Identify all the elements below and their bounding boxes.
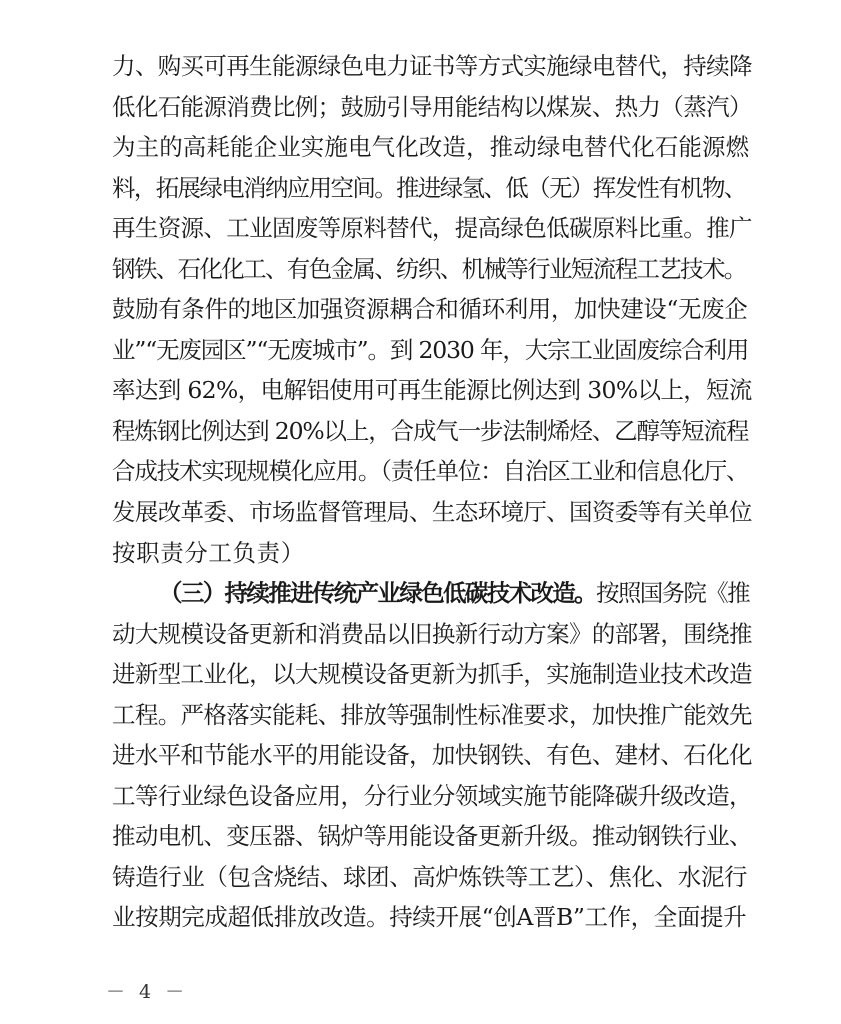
section-heading: （三）持续推进传统产业绿色低碳技术改造。 bbox=[159, 579, 596, 608]
text-line: 按职责分工负责） bbox=[112, 538, 305, 567]
text-line: 钢铁、石化化工、有色金属、纺织、机械等行业短流程工艺技术。 bbox=[112, 254, 746, 283]
paragraph-2 bbox=[112, 573, 752, 938]
text-line: 业”“无废园区”“无废城市”。到 2030 年，大宗工业固废综合利用 bbox=[112, 335, 749, 364]
page-number: － 4 － bbox=[106, 981, 189, 1003]
text-line: 工程。严格落实能耗、排放等强制性标准要求，加快推广能效先 bbox=[112, 700, 752, 729]
text-line: 铸造行业（包含烧结、球团、高炉炼铁等工艺）、焦化、水泥行 bbox=[112, 862, 748, 891]
text-line: 为主的高耗能企业实施电气化改造，推动绿电替代化石能源燃 bbox=[112, 133, 750, 162]
text-line: 动大规模设备更新和消费品以旧换新行动方案》的部署，围绕推 bbox=[112, 619, 752, 648]
text-line: 合成技术实现规模化应用。（责任单位：自治区工业和信息化厅、 bbox=[112, 457, 749, 486]
text-line: 业按期完成超低排放改造。持续开展“创A晋B”工作，全面提升 bbox=[112, 903, 747, 932]
body-text bbox=[112, 46, 752, 938]
text-line: 料，拓展绿电消纳应用空间。推进绿氢、低（无）挥发性有机物、 bbox=[112, 173, 746, 202]
text-line: 鼓励有条件的地区加强资源耦合和循环利用，加快建设“无废企 bbox=[112, 295, 748, 324]
text-line: 低化石能源消费比例；鼓励引导用能结构以煤炭、热力（蒸汽） bbox=[112, 92, 752, 121]
text-line: 进新型工业化，以大规模设备更新为抓手，实施制造业技术改造 bbox=[112, 660, 752, 689]
paragraph-1 bbox=[112, 46, 752, 573]
text-line: 程炼钢比例达到 20%以上，合成气一步法制烯烃、乙醇等短流程 bbox=[112, 416, 749, 445]
paragraph-first-line bbox=[112, 573, 752, 614]
text-line: 工等行业绿色设备应用，分行业分领域实施节能降碳升级改造， bbox=[112, 781, 752, 810]
text-line: 力、购买可再生能源绿色电力证书等方式实施绿电替代，持续降 bbox=[112, 52, 752, 80]
text-line: 进水平和节能水平的用能设备，加快钢铁、有色、建材、石化化 bbox=[112, 741, 752, 770]
text-line: 发展改革委、市场监督管理局、生态环境厅、国资委等有关单位 bbox=[112, 498, 752, 527]
text-line: 推动电机、变压器、锅炉等用能设备更新升级。推动钢铁行业、 bbox=[112, 822, 752, 851]
text-line: 再生资源、工业固废等原料替代，提高绿色低碳原料比重。推广 bbox=[112, 214, 752, 243]
text-line: 率达到 62%，电解铝使用可再生能源比例达到 30%以上，短流 bbox=[112, 376, 752, 405]
text-run: 按照国务院《推 bbox=[596, 579, 749, 608]
